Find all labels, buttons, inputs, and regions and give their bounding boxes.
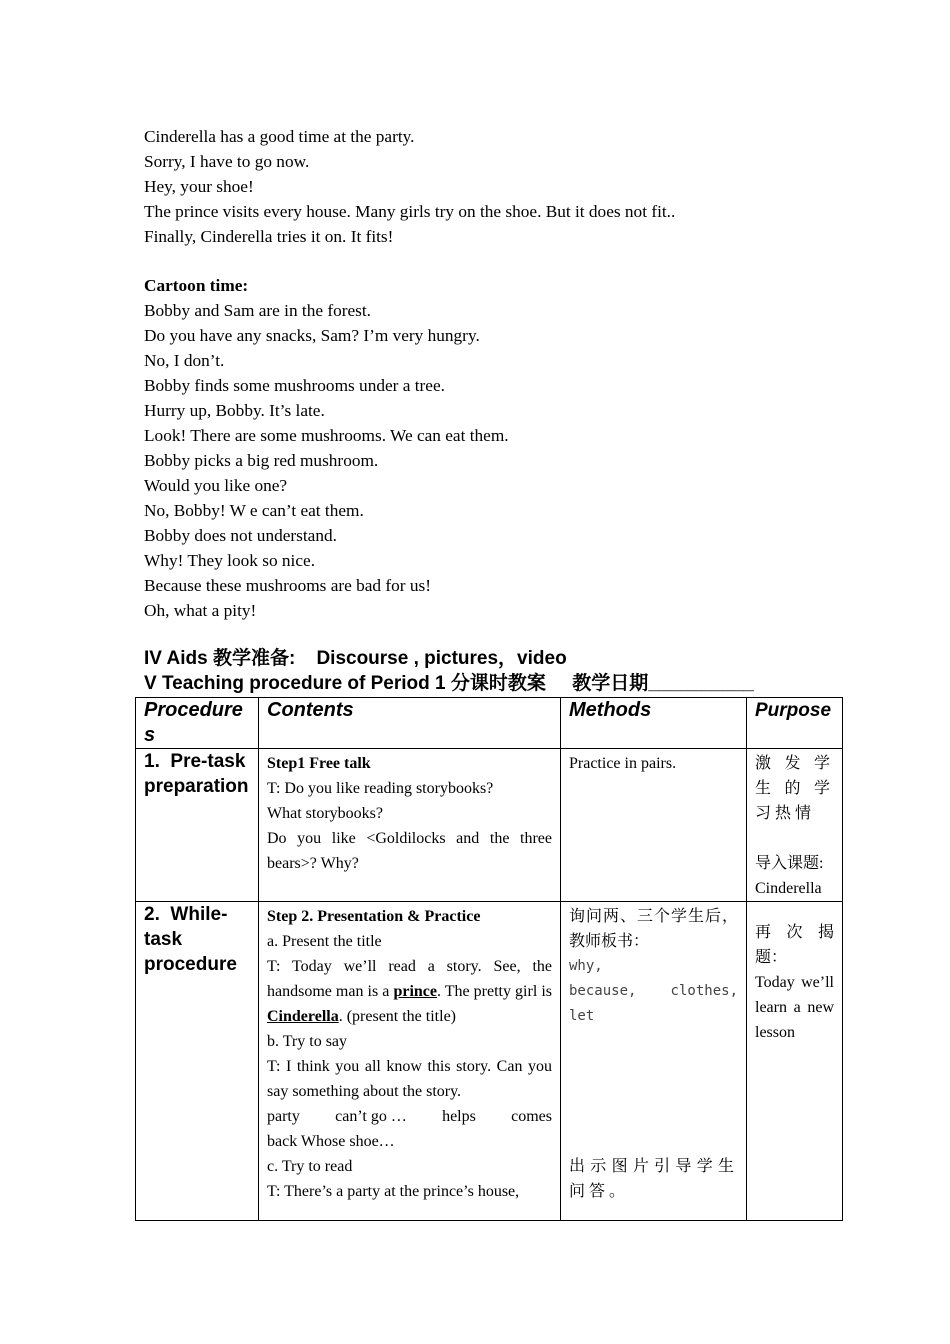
- content-line: T: I think you all know this story. Can you say something about the story.: [267, 1058, 552, 1100]
- method-words: why, because, clothes, let: [569, 958, 747, 1024]
- purpose-label: 导入课题:: [755, 855, 824, 872]
- story-line: Hey, your shoe!: [144, 177, 254, 196]
- cartoon-line: Hurry up, Bobby. It’s late.: [144, 401, 325, 420]
- contents-cell: [259, 749, 561, 902]
- method-text: Practice in pairs.: [569, 755, 677, 772]
- methods-cell: [561, 902, 747, 1221]
- header-methods: Methods: [561, 698, 747, 749]
- content-text: . (present the title): [338, 1008, 456, 1025]
- step-title: Step1 Free talk: [267, 755, 371, 772]
- aids-value: Discourse , pictures，video: [316, 648, 567, 669]
- method-text: 询问两、三个学生后，教师板书：: [569, 908, 738, 950]
- story-line: Finally, Cinderella tries it on. It fits!: [144, 227, 394, 246]
- aids-label: IV Aids 教学准备:: [144, 648, 296, 669]
- cartoon-line: Would you like one?: [144, 476, 288, 495]
- content-line: What storybooks?: [267, 805, 383, 822]
- table-row: [136, 902, 843, 1221]
- keyword-cinderella: Cinderella: [267, 1008, 339, 1025]
- keyword: can’t go …: [335, 1108, 407, 1125]
- date-blank: __________: [648, 673, 754, 694]
- cartoon-line: Oh, what a pity!: [144, 601, 257, 620]
- keyword: helps: [442, 1108, 476, 1125]
- keyword-prince: prince: [393, 983, 437, 1000]
- methods-cell: [561, 749, 747, 902]
- purpose-cell: [747, 902, 843, 1221]
- content-paragraph: [267, 954, 552, 1029]
- stage-number: 1.: [144, 751, 160, 772]
- story-line: The prince visits every house. Many girls try on the shoe. But it does not fit..: [144, 202, 676, 221]
- header-procedures: Procedures: [136, 698, 259, 749]
- table-row: [136, 749, 843, 902]
- content-text: . The pretty girl is: [436, 983, 553, 1000]
- cartoon-line: Why! They look so nice.: [144, 551, 316, 570]
- keyword-row: [267, 1104, 552, 1129]
- aids-heading: [144, 646, 567, 671]
- table-header-row: [136, 698, 843, 749]
- cartoon-line: Bobby and Sam are in the forest.: [144, 301, 372, 320]
- cartoon-line: Bobby finds some mushrooms under a tree.: [144, 376, 445, 395]
- purpose-value: Cinderella: [755, 880, 822, 897]
- cartoon-title: Cartoon time:: [144, 276, 249, 295]
- date-label: 教学日期: [572, 673, 649, 694]
- cartoon-line: No, I don’t.: [144, 351, 225, 370]
- stage-number: 2.: [144, 904, 160, 925]
- stage-label: While-task procedure: [144, 904, 237, 975]
- story-text: [144, 124, 675, 249]
- content-line: back Whose shoe…: [267, 1133, 395, 1150]
- stage-while-task: [136, 902, 259, 1221]
- content-line: b. Try to say: [267, 1033, 348, 1050]
- cartoon-line: Because these mushrooms are bad for us!: [144, 576, 431, 595]
- content-line: c. Try to read: [267, 1158, 353, 1175]
- cartoon-line: Look! There are some mushrooms. We can eat them.: [144, 426, 509, 445]
- procedure-title: V Teaching procedure of Period 1 分课时教案: [144, 673, 546, 694]
- stage-label: Pre-task preparation: [144, 751, 249, 797]
- content-line: T: There’s a party at the prince’s house,: [267, 1183, 520, 1200]
- content-line: Do you like <Goldilocks and the three bears>? Why?: [267, 830, 552, 872]
- method-text: 出示图片引导学生问答。: [569, 1158, 738, 1200]
- step-title: Step 2. Presentation & Practice: [267, 908, 481, 925]
- cartoon-line: Bobby does not understand.: [144, 526, 337, 545]
- purpose-cell: [747, 749, 843, 902]
- keyword: party: [267, 1108, 300, 1125]
- contents-cell: [259, 902, 561, 1221]
- procedure-table: [135, 697, 843, 1221]
- stage-pre-task: [136, 749, 259, 902]
- cartoon-section: [144, 273, 509, 623]
- cartoon-line: No, Bobby! W e can’t eat them.: [144, 501, 364, 520]
- story-line: Cinderella has a good time at the party.: [144, 127, 415, 146]
- cartoon-line: Do you have any snacks, Sam? I’m very hungry.: [144, 326, 480, 345]
- content-line: T: Do you like reading storybooks?: [267, 780, 494, 797]
- content-text: T: Today we’ll read a story. See, the handsome man is a: [267, 958, 552, 1000]
- purpose-text: Today we’ll learn a new lesson: [755, 974, 834, 1041]
- header-contents: Contents: [259, 698, 561, 749]
- story-line: Sorry, I have to go now.: [144, 152, 310, 171]
- procedure-heading: [144, 671, 754, 696]
- content-line: a. Present the title: [267, 933, 382, 950]
- cartoon-line: Bobby picks a big red mushroom.: [144, 451, 379, 470]
- purpose-text: 激发学生的学习热情: [755, 755, 834, 822]
- header-purpose: Purpose: [747, 698, 843, 749]
- keyword: comes: [511, 1108, 552, 1125]
- purpose-text: 再次揭题：: [755, 924, 834, 966]
